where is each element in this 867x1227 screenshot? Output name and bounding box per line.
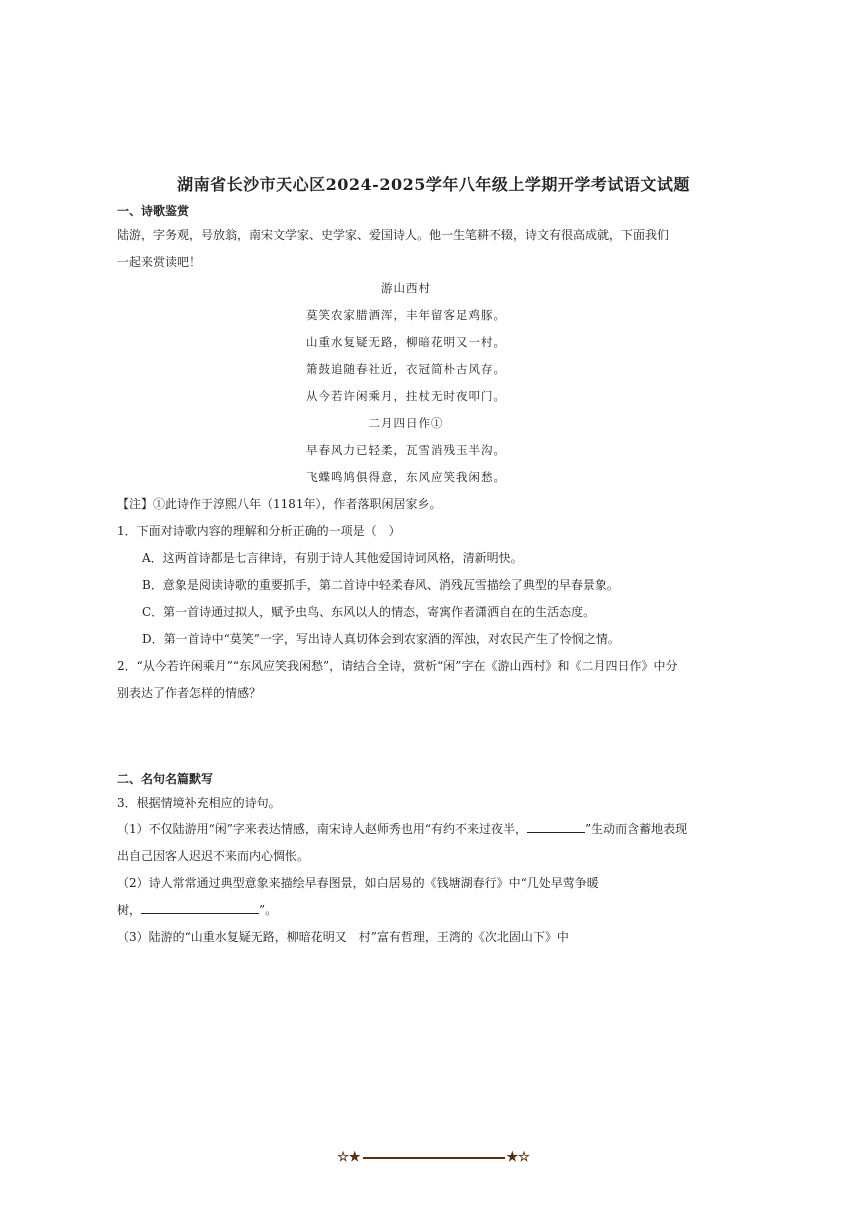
poem2-line: 飞蝶鸣鸠俱得意，东风应笑我闲愁。 (306, 470, 506, 484)
question-1-option-c: C．第一首诗通过拟人，赋予虫鸟、东风以人的情态，寄寓作者潇洒自在的生活态度。 (142, 605, 596, 619)
star-icon: ★☆ (506, 1150, 530, 1165)
poem1-line: 莫笑农家腊酒浑，丰年留客足鸡豚。 (306, 308, 506, 322)
question-3-item-2: （2）诗人常常通过典型意象来描绘早春图景，如白居易的《钱塘湖春行》中“几处早莺争暖 (117, 876, 599, 890)
question-3-stem: 3．根据情境补充相应的诗句。 (117, 796, 281, 810)
poem-note: 【注】①此诗作于淳熙八年（1181年），作者落职闲居家乡。 (117, 497, 442, 511)
poem1-line: 山重水复疑无路，柳暗花明又一村。 (306, 335, 506, 349)
answer-blank-1[interactable] (527, 821, 585, 833)
item-1-text: （1）不仅陆游用“闲”字来表达情感，南宋诗人赵师秀也用“有约不来过夜半， (117, 822, 528, 836)
intro-line-2: 一起来赏读吧！ (117, 255, 202, 269)
item-2-text-tail: ”。 (259, 903, 278, 917)
question-3-item-1 (117, 820, 687, 837)
question-2-line-2: 别表达了作者怎样的情感？ (117, 686, 262, 700)
question-3-item-2-cont (117, 901, 277, 918)
footer-divider (363, 1157, 505, 1159)
question-3-item-3: （3）陆游的“山重水复疑无路，柳暗花明又 村”富有哲理，王湾的《次北固山下》中 (117, 930, 569, 944)
section-heading-recitation: 二、名句名篇默写 (117, 772, 214, 786)
question-1-option-a: A．这两首诗都是七言律诗，有别于诗人其他爱国诗词风格，清新明快。 (142, 551, 523, 565)
poem1-line: 从今若许闲乘月，拄杖无时夜叩门。 (306, 389, 506, 403)
item-1-text-tail: ”生动而含蓄地表现 (585, 822, 688, 836)
poem2-title: 二月四日作① (368, 416, 444, 430)
poem2-line: 早春风力已轻柔，瓦雪消残玉半沟。 (306, 443, 506, 457)
page-title: 湖南省长沙市天心区2024-2025学年八年级上学期开学考试语文试题 (177, 175, 690, 194)
question-1-option-d: D．第一首诗中“莫笑”一字，写出诗人真切体会到农家酒的浑浊，对农民产生了怜悯之情。 (142, 632, 620, 646)
answer-blank-2[interactable] (141, 902, 259, 914)
question-1-stem: 1．下面对诗歌内容的理解和分析正确的一项是（ ） (117, 524, 401, 538)
star-icon: ☆★ (337, 1150, 361, 1165)
page-footer-ornament (0, 1150, 867, 1165)
question-3-item-1-cont: 出自己因客人迟迟不来而内心惆怅。 (117, 849, 310, 863)
section-heading-poetry: 一、诗歌鉴赏 (117, 204, 190, 218)
poem1-line: 箫鼓追随春社近，衣冠简朴古风存。 (306, 362, 506, 376)
intro-line-1: 陆游，字务观，号放翁，南宋文学家、史学家、爱国诗人。他一生笔耕不辍，诗文有很高成就，下面我们 (117, 228, 670, 242)
question-1-option-b: B．意象是阅读诗歌的重要抓手，第二首诗中轻柔春风、消残瓦雪描绘了典型的早春景象。 (142, 578, 619, 592)
poem1-title: 游山西村 (381, 281, 431, 295)
question-2-line-1: 2．“从今若许闲乘月”“东风应笑我闲愁”，请结合全诗，赏析“闲”字在《游山西村》和《二月四日作》中分 (117, 659, 678, 673)
item-2-text: 树， (117, 903, 142, 917)
